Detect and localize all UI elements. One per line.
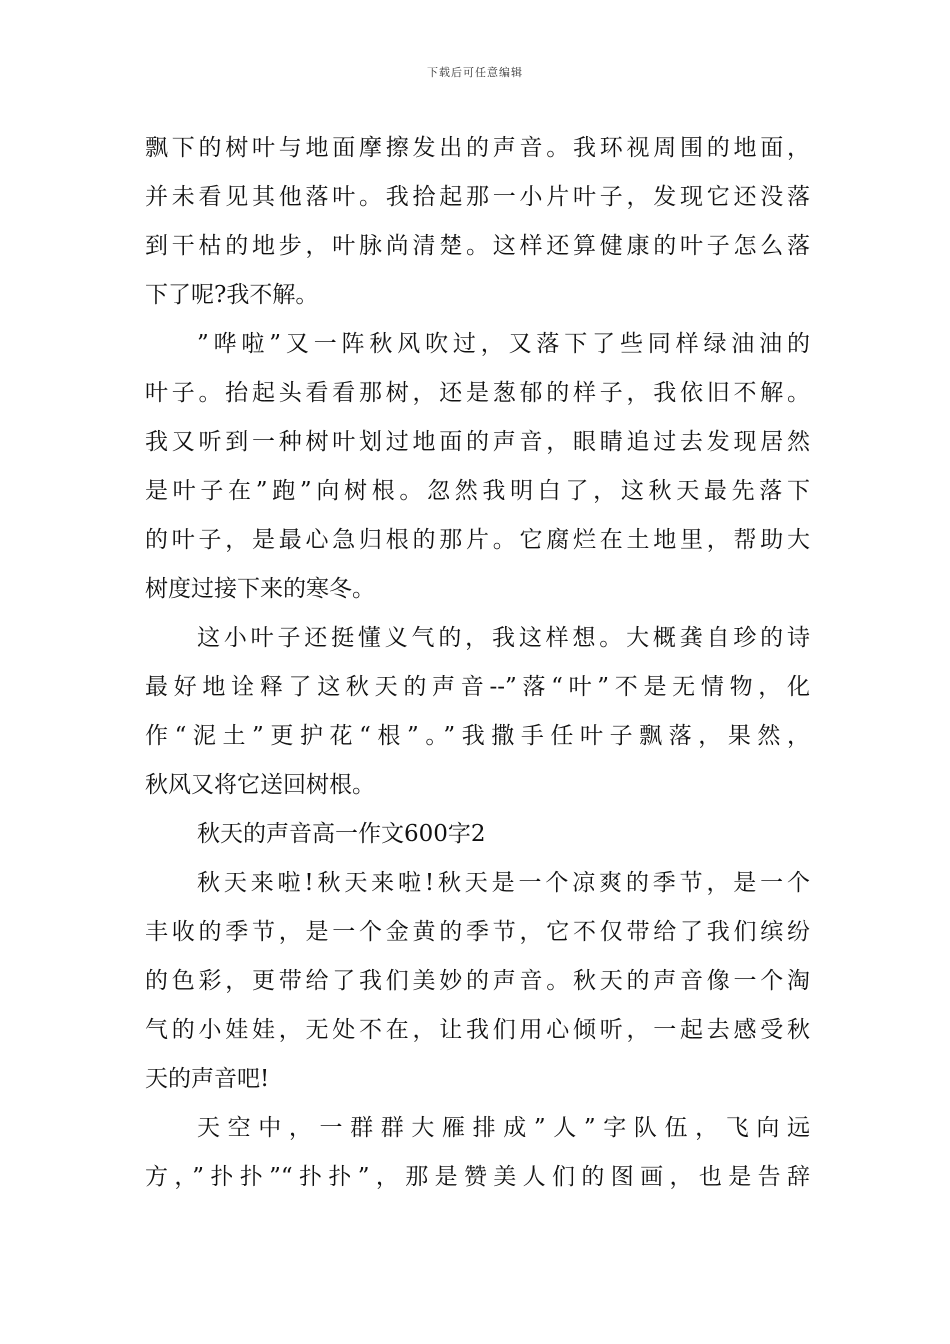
text-line: 丰收的季节，是一个金黄的季节，它不仅带给了我们缤纷 [145, 919, 810, 945]
text-line: 到干枯的地步，叶脉尚清楚。这样还算健康的叶子怎么落 [145, 233, 810, 259]
text-line: 飘下的树叶与地面摩擦发出的声音。我环视周围的地面， [145, 135, 810, 161]
body-text [145, 124, 810, 1202]
text-line: 下了呢?我不解。 [145, 282, 319, 308]
text-line: 秋风又将它送回树根。 [145, 772, 375, 798]
text-line: 是叶子在”跑”向树根。忽然我明白了，这秋天最先落下 [145, 478, 810, 504]
page-header: 下载后可任意编辑 [427, 66, 523, 79]
text-line: 并未看见其他落叶。我拾起那一小片叶子，发现它还没落 [145, 184, 810, 210]
text-line: 秋天来啦!秋天来啦!秋天是一个凉爽的季节，是一个 [197, 870, 810, 896]
text-line: ”哗啦”又一阵秋风吹过，又落下了些同样绿油油的 [197, 331, 810, 357]
text-line: 天的声音吧! [145, 1066, 270, 1092]
text-line: 最好地诠释了这秋天的声音--”落“叶”不是无情物，化 [145, 674, 810, 700]
text-line: 方，”扑扑”“扑扑”，那是赞美人们的图画，也是告辞 [145, 1164, 810, 1190]
text-line: 我又听到一种树叶划过地面的声音，眼睛追过去发现居然 [145, 429, 810, 455]
text-line: 气的小娃娃，无处不在，让我们用心倾听，一起去感受秋 [145, 1017, 810, 1043]
text-line: 天空中，一群群大雁排成”人”字队伍，飞向远 [197, 1115, 810, 1141]
text-line: 这小叶子还挺懂义气的，我这样想。大概龚自珍的诗 [197, 625, 810, 651]
text-line: 树度过接下来的寒冬。 [145, 576, 375, 602]
text-line: 作“泥土”更护花“根”。”我撒手任叶子飘落，果然， [145, 723, 810, 749]
text-line: 叶子。抬起头看看那树，还是葱郁的样子，我依旧不解。 [145, 380, 810, 406]
text-line: 的叶子，是最心急归根的那片。它腐烂在土地里，帮助大 [145, 527, 810, 553]
section-heading: 秋天的声音高一作文600字2 [197, 821, 486, 847]
text-line: 的色彩，更带给了我们美妙的声音。秋天的声音像一个淘 [145, 968, 810, 994]
